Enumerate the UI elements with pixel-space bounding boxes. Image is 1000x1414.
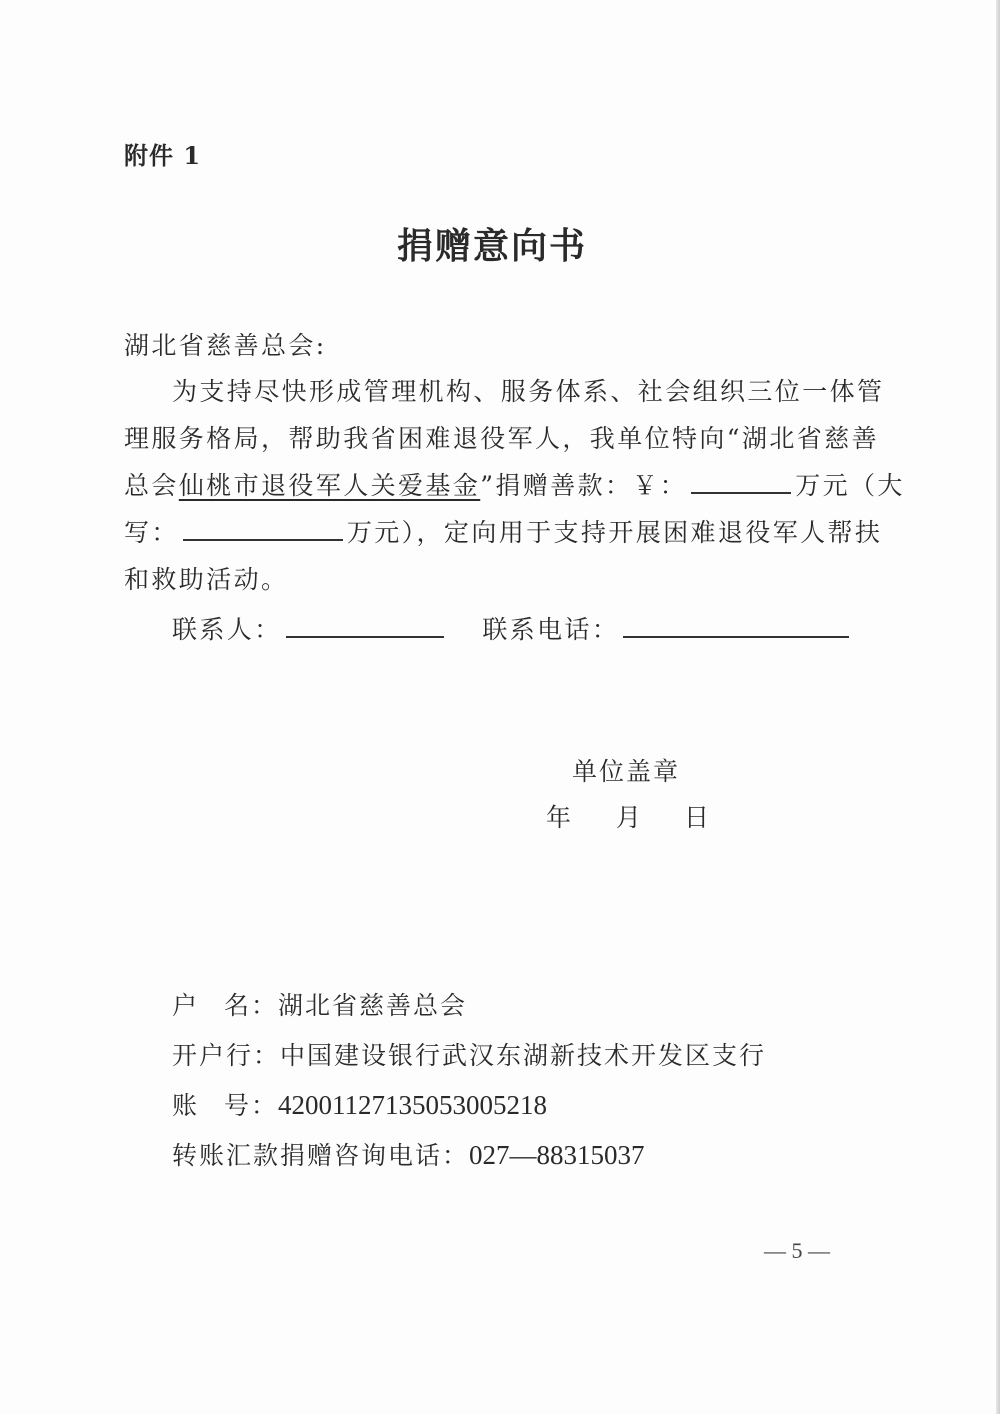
account-no-label-1: 账 (172, 1091, 200, 1120)
bank-account-name-row (172, 986, 467, 1022)
contact-row (172, 606, 853, 653)
bank-branch-row (172, 1036, 766, 1072)
page-edge-shadow (996, 0, 1000, 1414)
month-label: 月 (616, 803, 642, 832)
year-label: 年 (546, 803, 572, 832)
paragraph-line-4 (124, 509, 882, 556)
page-number: — 5 — (764, 1238, 830, 1263)
contact-label: 联系人： (172, 615, 282, 644)
document-title-text: 捐赠意向书 (396, 226, 587, 267)
account-no-value: 42001127135053005218 (278, 1090, 548, 1120)
paragraph-line-2: 理服务格局，帮助我省困难退役军人，我单位特向“湖北省慈善 (124, 424, 879, 453)
line4-suffix: 万元），定向用于支持开展困难退役军人帮扶 (346, 518, 883, 547)
amount-daxie-field[interactable] (183, 511, 343, 541)
phone-label: 联系电话： (482, 615, 620, 644)
paragraph-line-5: 和救助活动。 (124, 565, 289, 594)
account-no-label-2: 号： (224, 1091, 279, 1120)
seal-label: 单位盖章 (572, 757, 681, 786)
fund-name: 仙桃市退役军人关爱基金 (178, 471, 481, 500)
bank-label: 开户行： (172, 1041, 281, 1070)
phone-field[interactable] (623, 608, 849, 638)
account-name-label-2: 名： (224, 991, 279, 1020)
date-row (546, 798, 709, 834)
inquiry-label: 转账汇款捐赠咨询电话： (172, 1141, 470, 1170)
document-title (0, 218, 1000, 269)
day-label: 日 (684, 803, 710, 832)
salutation: 湖北省慈善总会: (124, 331, 327, 360)
account-name-label-1: 户 (172, 991, 200, 1020)
line3-prefix: 总会 (124, 471, 179, 500)
inquiry-value: 027—88315037 (469, 1140, 645, 1170)
bank-account-number-row (172, 1086, 547, 1122)
line4-prefix: 写： (124, 518, 179, 547)
paragraph-line-1: 为支持尽快形成管理机构、服务体系、社会组织三位一体管 (172, 377, 885, 406)
attachment-label: 附件 1 (124, 141, 202, 170)
line3-mid: ”捐赠善款：￥： (480, 471, 688, 500)
contact-field[interactable] (286, 608, 444, 638)
paragraph-line-3 (124, 462, 905, 509)
line3-suffix: 万元（大 (795, 471, 905, 500)
account-name-value: 湖北省慈善总会 (278, 991, 468, 1020)
amount-field[interactable] (691, 464, 791, 494)
bank-value: 中国建设银行武汉东湖新技术开发区支行 (280, 1041, 767, 1070)
inquiry-phone-row (172, 1136, 645, 1172)
